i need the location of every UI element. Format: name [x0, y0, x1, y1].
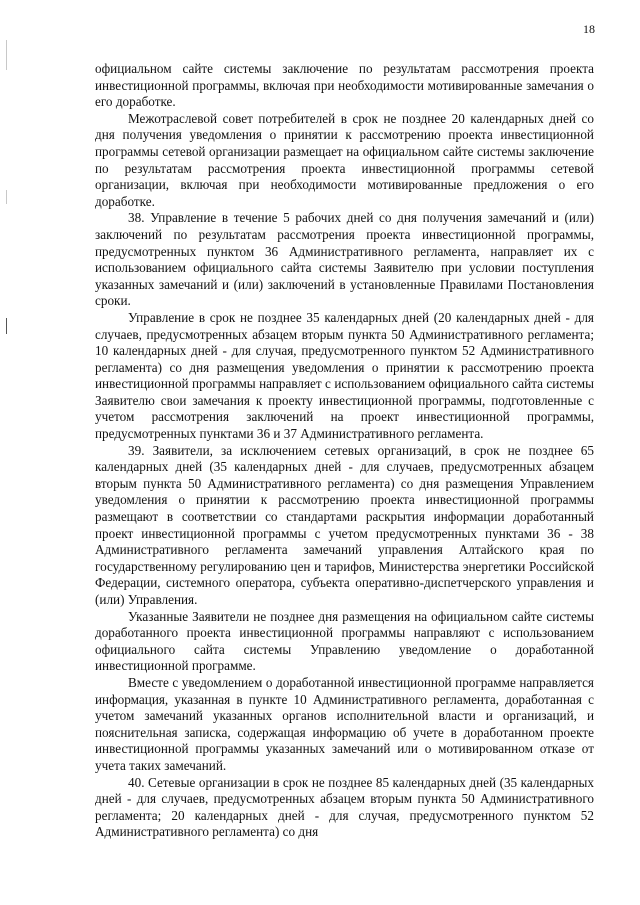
paragraph: Вместе с уведомлением о доработанной инвестиционной программе направляется информация, указанная в пункте 10 Административного регламента, доработанная с учетом замечаний указанных органов исполнительной власти и организаций, и пояснительная записка, содержащая информацию об учете в доработанном проекте инвестиционной программы указанных замечаний или о мотивированном отказе от учета таких замечаний.: [95, 674, 594, 773]
paragraph: 39. Заявители, за исключением сетевых организаций, в срок не позднее 65 календарных дней (35 календарных дней - для случаев, предусмотренных абзацем вторым пункта 50 Административного регламента) со дня размещения Управлением уведомления о принятии к рассмотрению проекта инвестиционной программы размещают в соответствии со стандартами раскрытия информации доработанный проект инвестиционной программы с учетом предусмотренных пунктами 36 - 38 Административного регламента замечаний управления Алтайского края по государственному регулированию цен и тарифов, Министерства энергетики Российской Федерации, системного оператора, субъекта оперативно-диспетчерского управления и (или) Управления.: [95, 442, 594, 607]
paragraph: Межотраслевой совет потребителей в срок не позднее 20 календарных дней со дня получения уведомления о принятии к рассмотрению проекта инвестиционной программы сетевой организации размещает на официальном сайте системы заключение по результатам рассмотрения проекта инвестиционной программы сетевой организации, включая при необходимости мотивированные предложения о его доработке.: [95, 110, 594, 209]
page-number: 18: [583, 22, 595, 36]
paragraph: 40. Сетевые организации в срок не позднее 85 календарных дней (35 календарных дней - для случаев, предусмотренных абзацем вторым пункта 50 Административного регламента; 20 календарных дней - для случая, предусмотренного пунктом 52 Административного регламента) со дня: [95, 774, 594, 840]
paragraph: официальном сайте системы заключение по результатам рассмотрения проекта инвестиционной программы, включая при необходимости мотивированные замечания о его доработке.: [95, 61, 594, 110]
paragraph: Указанные Заявители не позднее дня размещения на официальном сайте системы доработанного проекта инвестиционной программы направляют с использованием официального сайта системы Управлению уведомление о доработанной инвестиционной программе.: [95, 608, 594, 674]
paragraph: Управление в срок не позднее 35 календарных дней (20 календарных дней - для случаев, предусмотренных абзацем вторым пункта 50 Административного регламента; 10 календарных дней - для случая, предусмотренного пунктом 52 Административного регламента) со дня размещения уведомления о принятии к рассмотрению проекта инвестиционной программы направляет с использованием официального сайта системы Заявителю свои замечания к проекту инвестиционной программы, подготовленные с учетом рассмотрения заключений на проект инвестиционной программы, предусмотренных пунктами 36 и 37 Административного регламента.: [95, 309, 594, 442]
scan-edge-mark: [6, 190, 7, 204]
scan-edge-mark: [6, 40, 7, 70]
paragraph: 38. Управление в течение 5 рабочих дней со дня получения замечаний и (или) заключений по результатам рассмотрения проекта инвестиционной программы, предусмотренных пунктом 36 Административного регламента, направляет их с использованием официального сайта системы Заявителю при условии поступления указанных замечаний и (или) заключений в установленные Правилами Постановления сроки.: [95, 210, 594, 309]
document-body: [95, 61, 594, 841]
scan-edge-mark: [6, 318, 7, 334]
